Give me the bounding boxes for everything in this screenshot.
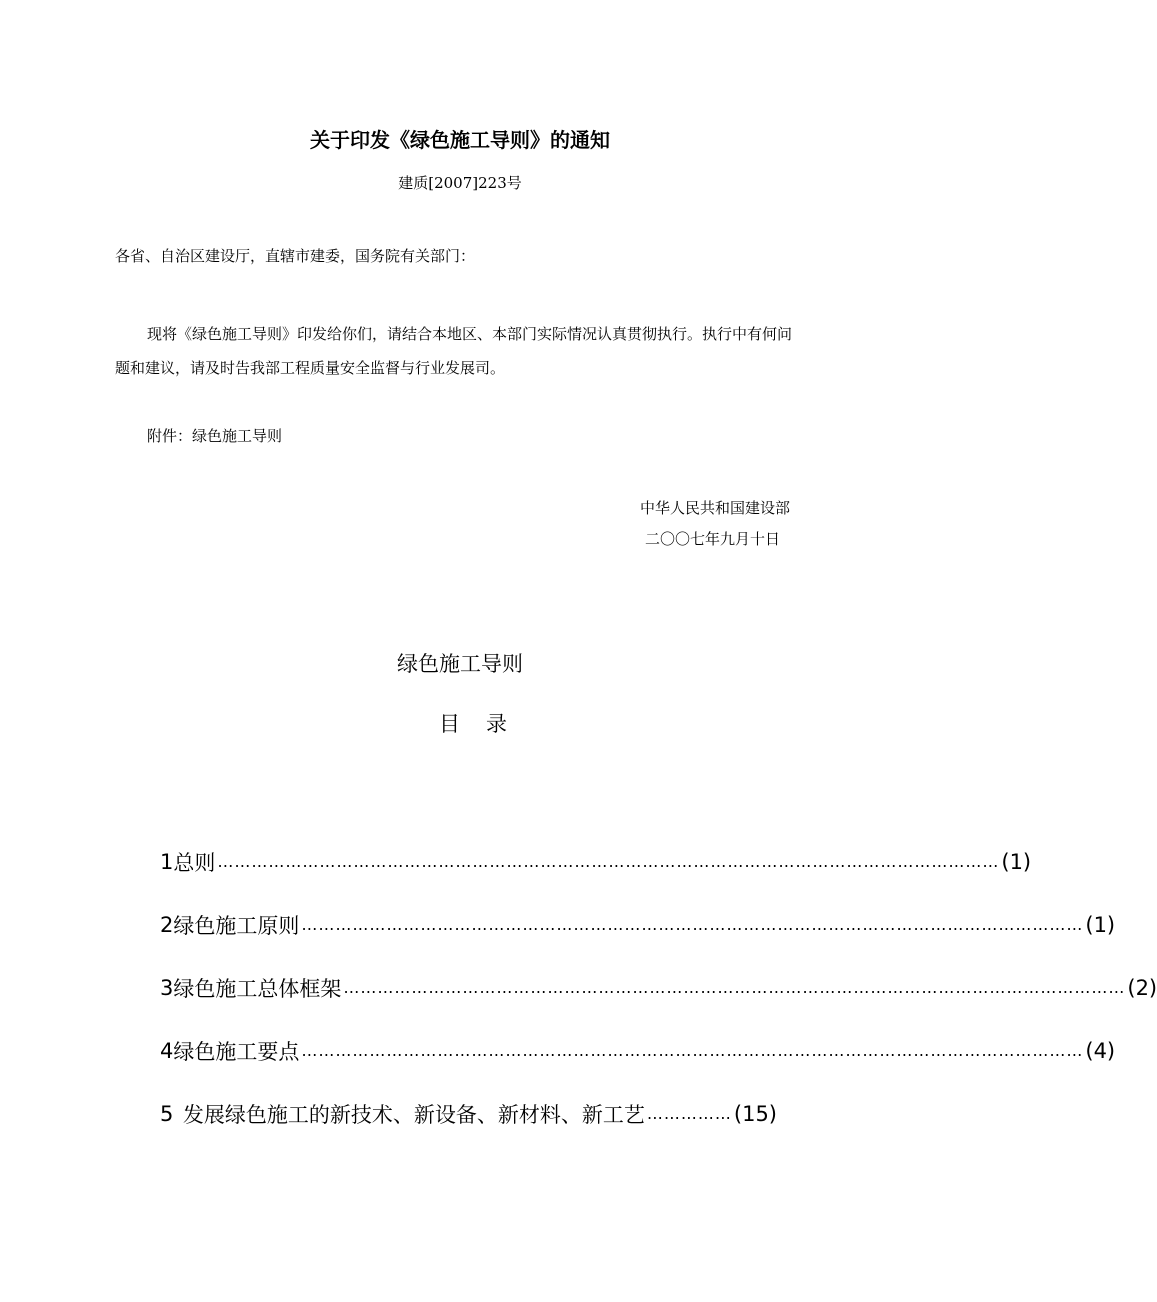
table-of-contents [160,830,1157,1145]
issuer-signature: 中华人民共和国建设部 [639,499,790,517]
toc-leader-dots: ………………………………………………………………………………………………………………………… [217,852,1000,871]
toc-entry-page: (1) [1001,849,1032,874]
toc-entry[interactable] [160,1019,1116,1082]
toc-entry-title: 绿色施工总体框架 [173,976,342,1001]
toc-entry-page: (2) [1127,975,1157,1000]
toc-entry-page: (4) [1085,1038,1116,1063]
toc-entry[interactable] [160,893,1116,956]
attachment-line: 附件：绿色施工导则 [147,427,283,445]
toc-entry-title: 绿色施工要点 [173,1039,300,1064]
toc-entry-number: 1 [160,849,174,874]
toc-leader-dots: ………………………………………………………………………………………………………………………… [301,1041,1084,1060]
toc-heading: 目录 [439,712,533,736]
notice-body: 现将《绿色施工导则》印发给你们，请结合本地区、本部门实际情况认真贯彻执行。执行中有何问题和建议，请及时告我部工程质量安全监督与行业发展司。 [115,325,793,377]
notice-title: 关于印发《绿色施工导则》的通知 [310,128,610,152]
toc-leader-dots: ………………………………………………………………………………………………………………………… [301,915,1084,934]
toc-entry-number: 3 [160,975,174,1000]
toc-entry[interactable] [160,1082,777,1145]
toc-entry-title: 发展绿色施工的新技术、新设备、新材料、新工艺 [182,1102,645,1127]
toc-entry-title: 绿色施工原则 [173,913,300,938]
toc-entry-number: 2 [160,912,174,937]
toc-leader-dots: …………… [646,1104,732,1123]
toc-entry-number: 5 [160,1101,174,1126]
addressee: 各省、自治区建设厅，直辖市建委，国务院有关部门： [115,247,476,265]
toc-entry-number: 4 [160,1038,174,1063]
toc-leader-dots: ………………………………………………………………………………………………………………………… [343,978,1126,997]
toc-entry-page: (15) [733,1101,777,1126]
document-number: 建质[2007]223号 [398,174,522,192]
issue-date: 二〇〇七年九月十日 [644,530,780,548]
toc-entry-page: (1) [1085,912,1116,937]
toc-entry[interactable] [160,956,1157,1019]
toc-entry[interactable] [160,830,1032,893]
toc-entry-title: 总则 [173,850,216,875]
guide-title: 绿色施工导则 [397,652,523,676]
